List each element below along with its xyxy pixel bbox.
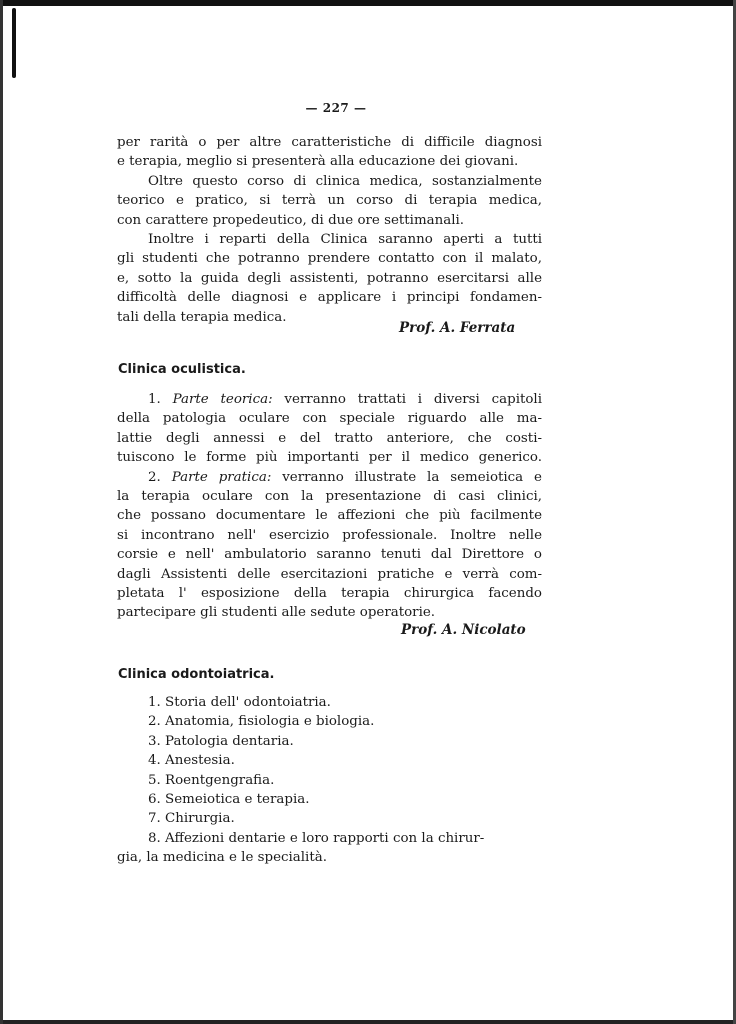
- list-item-continuation: gia, la medicina e le specialità.: [117, 850, 327, 866]
- scan-edge-bottom: [0, 1020, 736, 1024]
- scan-binding-mark: [12, 8, 16, 78]
- text-line: Inoltre i reparti della Clinica saranno aperti a tutti: [148, 232, 542, 248]
- text-line: con carattere propedeutico, di due ore settimanali.: [117, 212, 465, 228]
- oculistica-paragraphs: [117, 390, 542, 623]
- text-line: dagli Assistenti delle esercitazioni pratiche e verrà com-: [117, 566, 542, 582]
- text-line: partecipare gli studenti alle sedute operatorie.: [117, 605, 436, 621]
- section-heading-oculistica: Clinica oculistica.: [118, 362, 246, 377]
- text-line: e terapia, meglio si presenterà alla educazione dei giovani.: [117, 154, 519, 170]
- signature-ferrata: Prof. A. Ferrata: [399, 320, 516, 336]
- signature-nicolato: Prof. A. Nicolato: [401, 622, 526, 638]
- list-item: 5. Roentgengrafia.: [148, 772, 275, 788]
- scan-edge-left: [0, 0, 3, 1024]
- section-heading-odontoiatrica: Clinica odontoiatrica.: [118, 667, 275, 682]
- subsection-label: Parte pratica:: [171, 469, 272, 485]
- intro-paragraphs: [117, 133, 542, 327]
- text-line: tali della terapia medica.: [117, 309, 287, 325]
- text-line: [117, 468, 542, 487]
- scan-edge-top: [0, 0, 736, 6]
- odontoiatrica-list: [117, 693, 542, 868]
- item-number: 1.: [148, 392, 161, 407]
- text-line: gli studenti che potranno prendere contatto con il malato,: [117, 251, 542, 267]
- text-line: corsie e nell' ambulatorio saranno tenuti dal Direttore o: [117, 547, 542, 563]
- text-line: lattie degli annessi e del tratto anteriore, che costi-: [117, 430, 542, 446]
- text-line: tuiscono le forme più importanti per il medico generico.: [117, 450, 542, 466]
- text-line: per rarità o per altre caratteristiche di difficile diagnosi: [117, 135, 542, 150]
- list-item: 1. Storia dell' odontoiatria.: [148, 695, 331, 710]
- text-line: e, sotto la guida degli assistenti, potranno esercitarsi alle: [117, 270, 542, 286]
- subsection-label: Parte teorica:: [172, 392, 273, 407]
- page-number: — 227 —: [305, 101, 367, 115]
- text-line: [117, 390, 542, 409]
- list-item: 7. Chirurgia.: [148, 811, 235, 827]
- text-line: pletata l' esposizione della terapia chirurgica facendo: [117, 586, 542, 602]
- text-line: teorico e pratico, si terrà un corso di terapia medica,: [117, 193, 542, 209]
- list-item: 8. Affezioni dentarie e loro rapporti con la chirur-: [148, 830, 485, 846]
- text-line: che possano documentare le affezioni che più facilmente: [117, 508, 542, 524]
- text-line: difficoltà delle diagnosi e applicare i principi fondamen-: [117, 290, 542, 306]
- list-item: 6. Semeiotica e terapia.: [148, 792, 310, 808]
- list-item: 2. Anatomia, fisiologia e biologia.: [148, 714, 375, 730]
- text-fragment: verranno illustrate la semeiotica e: [271, 469, 542, 485]
- text-line: la terapia oculare con la presentazione di casi clinici,: [117, 489, 542, 505]
- text-line: Oltre questo corso di clinica medica, sostanzialmente: [148, 173, 542, 189]
- list-item: 4. Anestesia.: [148, 753, 235, 769]
- text-line: si incontrano nell' esercizio professionale. Inoltre nelle: [117, 527, 542, 543]
- list-item: 3. Patologia dentaria.: [148, 733, 294, 749]
- item-number: 2.: [148, 469, 161, 485]
- text-line: della patologia oculare con speciale riguardo alle ma-: [117, 411, 542, 427]
- text-fragment: verranno trattati i diversi capitoli: [272, 392, 542, 407]
